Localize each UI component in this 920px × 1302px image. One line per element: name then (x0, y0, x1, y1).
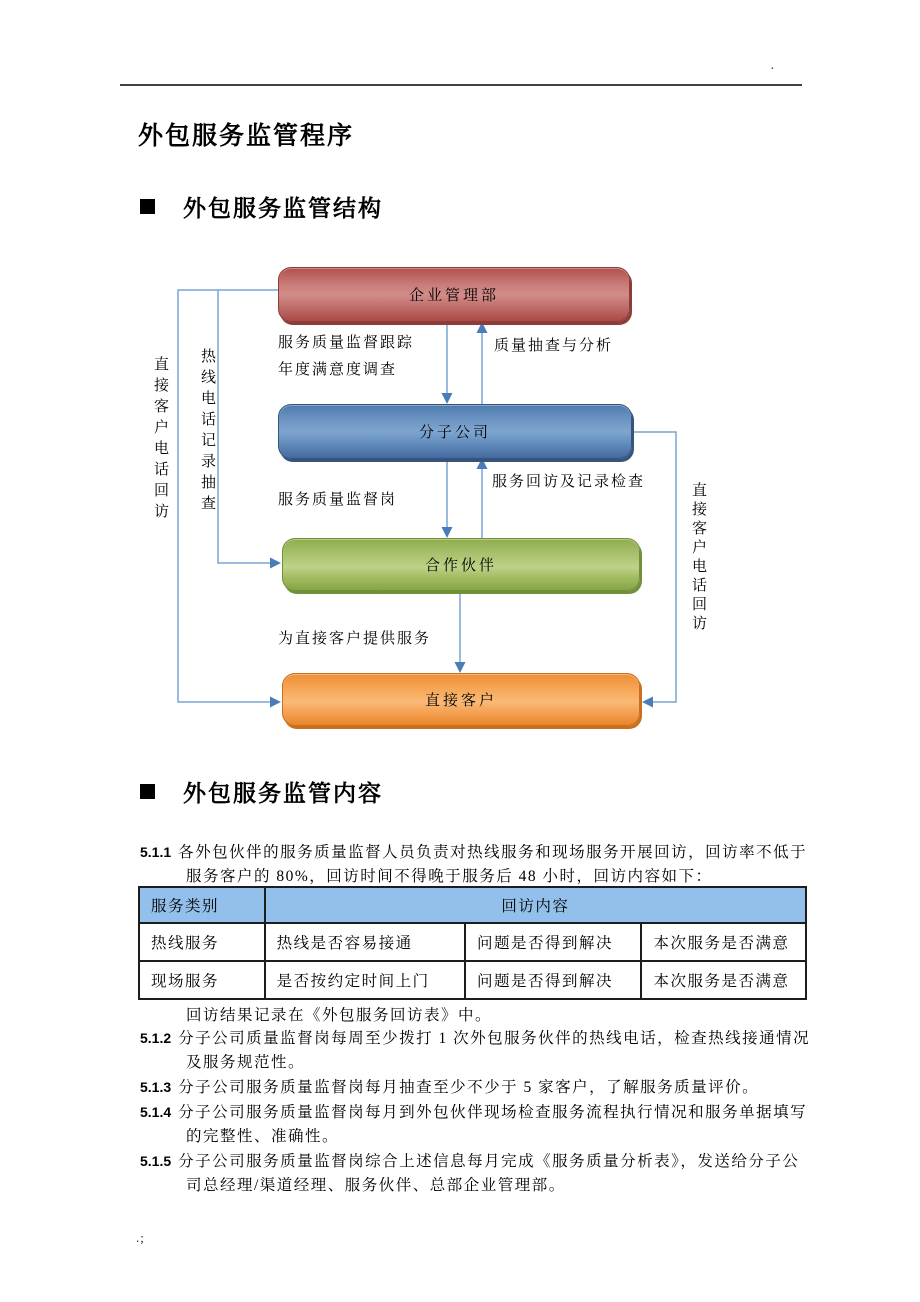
cell: 问题是否得到解决 (465, 923, 641, 961)
paragraph-number: 5.1.2 (140, 1030, 172, 1046)
cell: 热线是否容易接通 (265, 923, 465, 961)
paragraph-5-1-4 (140, 1100, 840, 1149)
cell: 是否按约定时间上门 (265, 961, 465, 999)
paragraph-line1: 分子公司质量监督岗每周至少拨打 1 次外包服务伙伴的热线电话，检查热线接通情况 (178, 1030, 811, 1047)
cell: 现场服务 (139, 961, 265, 999)
paragraph-number: 5.1.1 (140, 844, 172, 860)
cell: 热线服务 (139, 923, 265, 961)
flowchart-node-customer (282, 673, 640, 726)
table-row (139, 923, 806, 961)
paragraph-line2: 及服务规范性。 (186, 1054, 306, 1071)
edge-label-supervision-post: 服务质量监督岗 (278, 492, 398, 508)
square-bullet-icon (140, 784, 155, 799)
header-cell-service-type: 服务类别 (139, 887, 265, 923)
node-label: 直接客户 (424, 693, 497, 709)
header-cell-review-content: 回访内容 (265, 887, 806, 923)
cell: 问题是否得到解决 (465, 961, 641, 999)
square-bullet-icon (140, 199, 155, 214)
node-label: 分子公司 (418, 425, 491, 441)
section-heading-text: 外包服务监管内容 (183, 781, 383, 806)
edge-label-quality-sampling: 质量抽查与分析 (494, 338, 614, 354)
paragraph-line2: 的完整性、准确性。 (186, 1128, 340, 1145)
node-label: 企业管理部 (408, 288, 499, 304)
paragraph-number: 5.1.3 (140, 1079, 172, 1095)
flowchart-node-management (278, 267, 630, 322)
paragraph-line1: 分子公司服务质量监督岗综合上述信息每月完成《服务质量分析表》，发送给分子公 (178, 1153, 800, 1170)
section-heading-structure (140, 190, 383, 223)
paragraph-line1: 分子公司服务质量监督岗每月到外包伙伴现场检查服务流程执行情况和服务单据填写 (178, 1104, 808, 1121)
section-heading-text: 外包服务监管结构 (183, 196, 383, 221)
table-header-row (139, 887, 806, 923)
edge-label-service-review: 服务回访及记录检查 (492, 474, 646, 490)
table-note: 回访结果记录在《外包服务回访表》中。 (186, 1007, 493, 1024)
header-rule (120, 84, 802, 86)
numbered-items (140, 1026, 840, 1198)
paragraph-line2: 司总经理/渠道经理、服务伙伴、总部企业管理部。 (186, 1177, 566, 1194)
paragraph-number: 5.1.5 (140, 1153, 172, 1169)
edge-label-provide-service: 为直接客户提供服务 (278, 631, 432, 647)
paragraph-line2: 服务客户的 80%，回访时间不得晚于服务后 48 小时，回访内容如下： (186, 868, 713, 885)
header-corner-mark: · (770, 62, 775, 77)
cell: 本次服务是否满意 (641, 923, 806, 961)
paragraph-5-1-1 (140, 840, 886, 889)
section-heading-content (140, 775, 383, 808)
flowchart-node-partner (282, 538, 640, 591)
review-content-table (138, 886, 807, 1000)
paragraph-line1: 分子公司服务质量监督岗每月抽查至少不少于 5 家客户，了解服务质量评价。 (178, 1079, 760, 1096)
paragraph-5-1-3 (140, 1075, 840, 1100)
table-row (139, 961, 806, 999)
cell: 本次服务是否满意 (641, 961, 806, 999)
vertical-label-hotline-record-check: 热线电话记录抽查 (199, 348, 215, 516)
paragraph-5-1-2 (140, 1026, 840, 1075)
edge-label-satisfaction-survey: 年度满意度调查 (278, 362, 398, 378)
paragraph-line1: 各外包伙伴的服务质量监督人员负责对热线服务和现场服务开展回访，回访率不低于 (178, 844, 808, 861)
vertical-label-customer-callback-right: 直接客户电话回访 (690, 482, 706, 634)
paragraph-5-1-5 (140, 1149, 840, 1198)
flowchart-node-subsidiary (278, 404, 632, 459)
paragraph-number: 5.1.4 (140, 1104, 172, 1120)
page-title: 外包服务监管程序 (138, 123, 355, 150)
footer-mark: .; (136, 1230, 145, 1245)
vertical-label-customer-callback-left: 直接客户电话回访 (152, 356, 168, 524)
node-label: 合作伙伴 (424, 558, 497, 574)
edge-label-quality-tracking: 服务质量监督跟踪 (278, 335, 415, 351)
